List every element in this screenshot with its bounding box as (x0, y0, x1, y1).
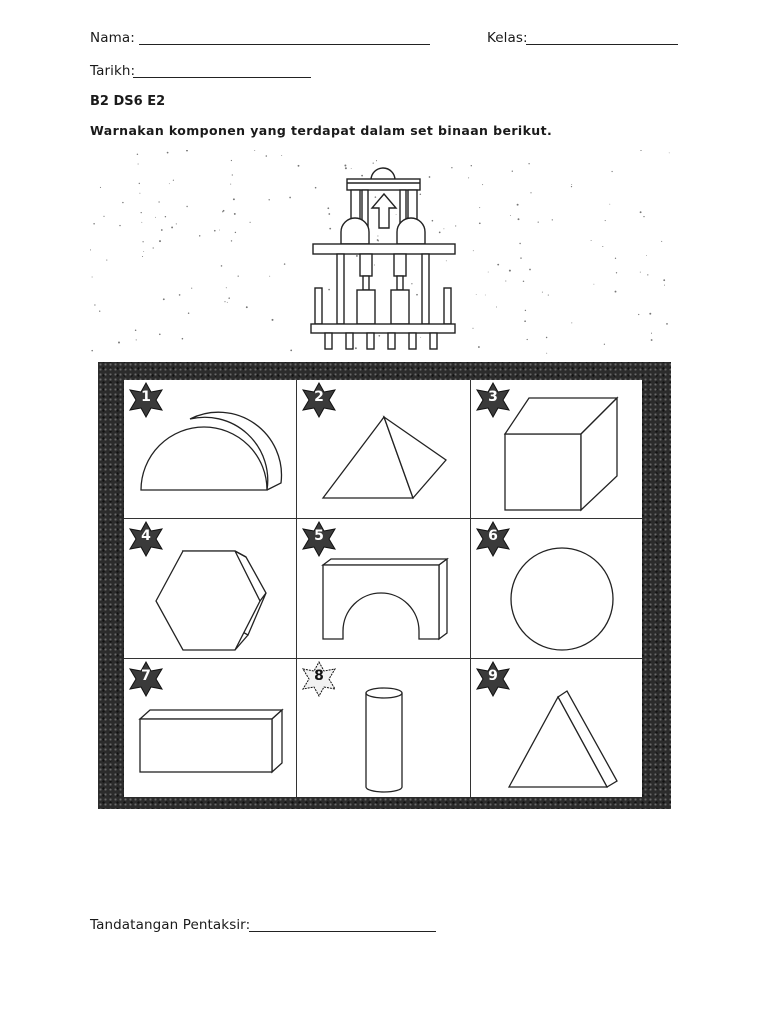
speckle-dot (188, 312, 189, 313)
speckle-dot (505, 280, 506, 281)
speckle-dot (99, 311, 100, 312)
speckle-dot (479, 207, 480, 208)
speckle-dot (485, 295, 486, 296)
speckle-dot (122, 202, 123, 203)
speckle-dot (552, 219, 553, 220)
speckle-dot (523, 281, 524, 282)
speckle-dot (602, 246, 603, 247)
speckle-dot (90, 249, 91, 250)
speckle-dot (227, 302, 228, 303)
speckle-dot (250, 222, 251, 223)
speckle-dot (471, 165, 472, 166)
speckle-dot (519, 243, 520, 244)
speckle-dot (224, 301, 225, 302)
cell-number: 4 (141, 528, 151, 544)
speckle-dot (232, 174, 233, 175)
speckle-dot (482, 184, 483, 185)
speckle-dot (221, 265, 223, 267)
instruction-text: Warnakan komponen yang terdapat dalam set binaan berikut. (90, 123, 553, 138)
speckle-dot (100, 187, 101, 188)
speckle-dot (647, 274, 648, 275)
speckle-dot (142, 256, 143, 257)
speckle-dot (94, 304, 95, 305)
speckle-dot (214, 230, 216, 232)
cell-number: 2 (314, 389, 324, 405)
speckle-dot (191, 288, 192, 289)
speckle-dot (571, 186, 572, 187)
speckle-dot (119, 225, 120, 226)
speckle-dot (93, 223, 95, 225)
speckle-dot (468, 177, 469, 178)
speckle-dot (611, 171, 612, 172)
shapes-grid-frame (98, 362, 671, 809)
speckle-dot (141, 212, 142, 213)
speckle-dot (512, 171, 513, 172)
speckle-dot (520, 257, 521, 258)
cell-number: 1 (141, 389, 151, 405)
speckle-dot (118, 342, 120, 344)
speckle-dot (538, 221, 539, 222)
grid-cell-5[interactable] (297, 519, 471, 659)
signature-field[interactable] (249, 918, 436, 932)
speckle-dot (666, 323, 668, 325)
speckle-dot (616, 272, 617, 273)
speckle-dot (238, 275, 239, 276)
speckle-dot (103, 216, 104, 217)
speckle-dot (235, 232, 236, 233)
speckle-dot (91, 350, 93, 352)
speckle-dot (233, 198, 235, 200)
speckle-dot (525, 310, 526, 311)
speckle-dot (509, 270, 511, 272)
speckle-dot (530, 192, 531, 193)
speckle-dot (488, 272, 489, 273)
tarikh-field[interactable] (133, 64, 311, 78)
speckle-dot (231, 160, 232, 161)
speckle-dot (615, 258, 616, 259)
speckle-dot (604, 344, 605, 345)
grid-cell-9[interactable] (471, 659, 642, 797)
speckle-dot (510, 215, 511, 216)
speckle-dot (476, 294, 477, 295)
speckle-dot (228, 297, 230, 299)
kelas-field[interactable] (526, 31, 678, 45)
speckle-dot (268, 199, 269, 200)
speckle-dot (254, 150, 255, 151)
cell-number: 8 (314, 668, 324, 684)
speckle-dot (161, 229, 163, 231)
speckle-dot (640, 211, 642, 213)
speckle-dot (143, 251, 144, 252)
speckle-dot (517, 204, 519, 206)
speckle-dot (290, 350, 292, 352)
nama-label: Nama: (90, 30, 135, 46)
cell-number: 9 (488, 668, 498, 684)
speckle-dot (473, 250, 474, 251)
speckle-dot (159, 240, 161, 242)
speckle-dot (289, 197, 291, 199)
grid-cell-4[interactable] (124, 519, 297, 659)
speckle-dot (219, 230, 220, 231)
grid-cell-8[interactable] (297, 659, 471, 797)
speckle-dot (137, 154, 138, 155)
signature-label: Tandatangan Pentaksir: (90, 917, 251, 933)
speckle-dot (186, 206, 187, 207)
nama-field[interactable] (139, 31, 430, 45)
speckle-dot (640, 272, 641, 273)
speckle-dot (159, 334, 161, 336)
speckle-dot (524, 320, 526, 322)
speckle-dot (167, 152, 169, 154)
speckle-dot (281, 155, 282, 156)
speckle-dot (171, 226, 173, 228)
speckle-dot (479, 222, 481, 224)
speckle-dot (615, 291, 617, 293)
speckle-dot (651, 333, 652, 334)
cell-number: 5 (314, 528, 324, 544)
speckle-dot (142, 241, 143, 242)
grid-cell-2[interactable] (297, 380, 471, 519)
speckle-dot (571, 322, 572, 323)
grid-cell-7[interactable] (124, 659, 297, 797)
grid-cell-3[interactable] (471, 380, 642, 519)
speckle-dot (664, 285, 665, 286)
speckle-dot (651, 339, 653, 341)
speckle-dot (165, 216, 166, 217)
speckle-dot (136, 339, 137, 340)
speckle-dot (106, 260, 107, 261)
speckle-dot (497, 264, 499, 266)
speckle-dot (594, 284, 595, 285)
speckle-dot (153, 247, 154, 248)
speckle-dot (640, 150, 641, 151)
speckle-dot (179, 294, 181, 296)
speckle-dot (529, 269, 531, 271)
speckle-dot (141, 222, 142, 223)
speckle-dot (609, 204, 610, 205)
speckle-dot (496, 307, 497, 308)
speckle-dot (155, 217, 156, 218)
speckle-dot (542, 292, 543, 293)
speckle-dot (158, 201, 159, 202)
speckle-dot (546, 353, 547, 354)
speckle-dot (246, 306, 248, 308)
speckle-dot (663, 279, 665, 281)
construction-set-illustration (305, 160, 465, 355)
speckle-dot (163, 298, 165, 300)
speckle-dot (182, 338, 184, 340)
grid-cell-6[interactable] (471, 519, 642, 659)
speckle-dot (646, 255, 647, 256)
shapes-grid (124, 380, 642, 797)
grid-cell-1[interactable] (124, 380, 297, 519)
kelas-label: Kelas: (487, 30, 528, 46)
speckle-dot (230, 184, 231, 185)
cell-number: 3 (488, 389, 498, 405)
speckle-dot (478, 346, 480, 348)
speckle-dot (527, 339, 528, 340)
speckle-dot (269, 276, 270, 277)
cell-number: 6 (488, 528, 498, 544)
speckle-dot (546, 337, 547, 338)
speckle-dot (272, 319, 274, 321)
speckle-dot (649, 313, 651, 315)
speckle-dot (231, 240, 232, 241)
speckle-dot (135, 329, 137, 331)
cell-number: 7 (141, 668, 151, 684)
speckle-dot (173, 180, 174, 181)
speckle-dot (298, 165, 300, 167)
speckle-dot (661, 241, 662, 242)
speckle-dot (169, 183, 170, 184)
tarikh-label: Tarikh: (90, 63, 136, 79)
speckle-dot (234, 213, 236, 215)
speckle-dot (669, 152, 670, 153)
speckle-dot (176, 223, 177, 224)
speckle-dot (92, 277, 93, 278)
speckle-dot (222, 211, 223, 212)
speckle-dot (528, 163, 529, 164)
speckle-dot (138, 163, 139, 164)
speckle-dot (591, 240, 592, 241)
speckle-dot (266, 155, 268, 157)
speckle-dot (139, 193, 140, 194)
speckle-dot (638, 314, 639, 315)
speckle-dot (518, 218, 520, 220)
speckle-dot (139, 183, 140, 184)
speckle-dot (472, 328, 473, 329)
speckle-dot (548, 295, 549, 296)
worksheet-code: B2 DS6 E2 (90, 94, 166, 109)
speckle-dot (605, 220, 606, 221)
speckle-dot (199, 235, 200, 236)
speckle-dot (643, 216, 644, 217)
speckle-dot (226, 287, 227, 288)
speckle-dot (284, 263, 285, 264)
speckle-dot (571, 184, 572, 185)
speckle-dot (186, 150, 188, 152)
